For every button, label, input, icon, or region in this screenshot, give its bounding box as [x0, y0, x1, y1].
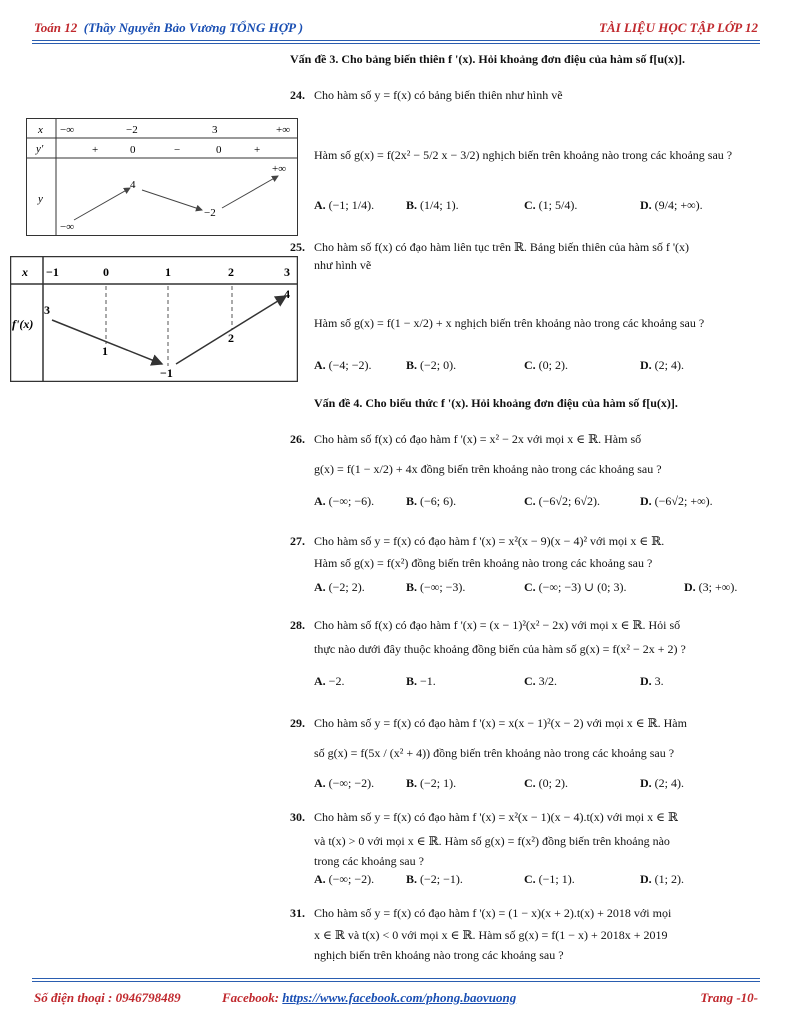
q26-number: 26. — [290, 432, 305, 446]
t1-sign: − — [174, 144, 181, 156]
option-key: D. — [684, 580, 696, 594]
option-text: (0; 2). — [538, 358, 568, 372]
option-text: (−2; 2). — [328, 580, 365, 594]
option-text: (−6√2; +∞). — [654, 494, 713, 508]
option-text: (1; 5/4). — [538, 198, 578, 212]
q26-line: Cho hàm số f(x) có đạo hàm f '(x) = x² − 2x với mọi x ∈ ℝ. Hàm số — [314, 432, 642, 446]
q29-option-d[interactable] — [640, 776, 684, 790]
q24-number: 24. — [290, 88, 305, 102]
q24-line: Hàm số g(x) = f(2x² − 5/2 x − 3/2) nghịch biến trên khoảng nào trong các khoảng sau ? — [314, 148, 733, 162]
footer-facebook — [222, 990, 516, 1006]
q25-option-d[interactable] — [640, 358, 684, 372]
q27-option-a[interactable] — [314, 580, 365, 594]
option-key: D. — [640, 198, 652, 212]
t1-sign: + — [92, 144, 99, 156]
q27-option-c[interactable] — [524, 580, 626, 594]
variation-table-2 — [10, 256, 298, 382]
option-text: (−∞; −3) ∪ (0; 3). — [538, 580, 627, 594]
q30-option-c[interactable] — [524, 872, 575, 886]
q25-option-b[interactable] — [406, 358, 456, 372]
t2-value: 3 — [44, 303, 50, 317]
t2-arrow — [176, 296, 286, 364]
t1-x-tick: −∞ — [60, 124, 75, 136]
q24-option-c[interactable] — [524, 198, 577, 212]
q27-number: 27. — [290, 534, 305, 548]
q28-number: 28. — [290, 618, 305, 632]
option-key: B. — [406, 198, 418, 212]
option-key: A. — [314, 198, 326, 212]
t1-sign: 0 — [216, 144, 222, 156]
option-key: C. — [524, 198, 536, 212]
option-key: C. — [524, 358, 536, 372]
q31-line: x ∈ ℝ và t(x) < 0 với mọi x ∈ ℝ. Hàm số g(x) = f(1 − x) + 2018x + 2019 — [314, 928, 668, 942]
q30-line: trong các khoảng sau ? — [314, 854, 424, 868]
footer-rule — [32, 978, 760, 979]
option-key: B. — [406, 494, 418, 508]
option-text: −2. — [328, 674, 345, 688]
t2-value: 4 — [284, 287, 290, 301]
q25-number: 25. — [290, 240, 305, 254]
q24-option-d[interactable] — [640, 198, 703, 212]
header-subject: Toán 12 — [34, 20, 78, 35]
option-text: (−∞; −2). — [328, 776, 375, 790]
q27-option-b[interactable] — [406, 580, 465, 594]
t1-arrow — [74, 188, 130, 220]
t1-label-y: y — [38, 193, 43, 205]
option-text: (−6; 6). — [420, 494, 457, 508]
option-text: −1. — [420, 674, 436, 688]
option-text: (3; +∞). — [698, 580, 738, 594]
option-key: C. — [524, 872, 536, 886]
option-text: (9/4; +∞). — [654, 198, 703, 212]
t1-y-value: −2 — [204, 207, 216, 219]
option-text: (1; 2). — [654, 872, 684, 886]
q26-option-c[interactable] — [524, 494, 600, 508]
header-author: (Thầy Nguyễn Bảo Vương TỔNG HỢP ) — [83, 20, 304, 35]
q27-option-d[interactable] — [684, 580, 737, 594]
option-key: B. — [406, 674, 418, 688]
q24-option-b[interactable] — [406, 198, 459, 212]
q31-line: nghịch biến trên khoảng nào trong các khoảng sau ? — [314, 948, 564, 962]
option-key: A. — [314, 494, 326, 508]
q25-option-c[interactable] — [524, 358, 568, 372]
option-text: (1/4; 1). — [420, 198, 459, 212]
t1-sign: + — [254, 144, 261, 156]
t1-x-tick: +∞ — [276, 124, 291, 136]
q25-option-a[interactable] — [314, 358, 372, 372]
q28-line: thực nào dưới đây thuộc khoảng đồng biến của hàm số g(x) = f(x² − 2x + 2) ? — [314, 642, 686, 656]
option-key: A. — [314, 674, 326, 688]
q26-line: g(x) = f(1 − x/2) + 4x đồng biến trên khoảng nào trong các khoảng sau ? — [314, 462, 662, 476]
option-text: 3. — [654, 674, 664, 688]
option-key: A. — [314, 872, 326, 886]
option-key: B. — [406, 580, 418, 594]
footer-facebook-label: Facebook: — [222, 990, 280, 1005]
t1-arrow — [222, 176, 278, 208]
q28-line: Cho hàm số f(x) có đạo hàm f '(x) = (x − 1)²(x² − 2x) với mọi x ∈ ℝ. Hỏi số — [314, 618, 681, 632]
t2-value: −1 — [160, 366, 173, 380]
q28-option-d[interactable] — [640, 674, 664, 688]
option-key: D. — [640, 872, 652, 886]
t2-value: 1 — [102, 344, 108, 358]
option-text: 3/2. — [538, 674, 558, 688]
q26-option-d[interactable] — [640, 494, 713, 508]
q25-line: Hàm số g(x) = f(1 − x/2) + x nghịch biến trên khoảng nào trong các khoảng sau ? — [314, 316, 705, 330]
t2-x-tick: 0 — [103, 265, 109, 279]
option-text: (2; 4). — [654, 358, 684, 372]
option-text: (−∞; −6). — [328, 494, 375, 508]
page-number: Trang -10- — [700, 990, 758, 1005]
q30-option-b[interactable] — [406, 872, 463, 886]
q24-option-a[interactable] — [314, 198, 374, 212]
option-key: D. — [640, 674, 652, 688]
q25-line: như hình vẽ — [314, 258, 372, 272]
option-key: C. — [524, 580, 536, 594]
t1-y-value: 4 — [130, 179, 136, 191]
q30-number: 30. — [290, 810, 305, 824]
footer-phone: Số điện thoại : 0946798489 — [34, 990, 181, 1005]
q30-option-a[interactable] — [314, 872, 374, 886]
q30-line: và t(x) > 0 với mọi x ∈ ℝ. Hàm số g(x) = f(x²) đồng biến trên khoảng nào — [314, 834, 670, 848]
option-key: A. — [314, 776, 326, 790]
q29-option-c[interactable] — [524, 776, 568, 790]
t1-label-yp: y' — [36, 143, 44, 155]
t2-x-tick: 1 — [165, 265, 171, 279]
option-key: B. — [406, 358, 418, 372]
option-key: B. — [406, 776, 418, 790]
option-key: D. — [640, 776, 652, 790]
option-key: A. — [314, 580, 326, 594]
q27-line: Hàm số g(x) = f(x²) đồng biến trên khoảng nào trong các khoảng sau ? — [314, 556, 653, 570]
t2-label-fp: f'(x) — [12, 317, 34, 331]
option-key: D. — [640, 358, 652, 372]
t1-label-x: x — [38, 124, 43, 136]
t1-y-value: +∞ — [272, 163, 287, 175]
q30-line: Cho hàm số y = f(x) có đạo hàm f '(x) = x²(x − 1)(x − 4).t(x) với mọi x ∈ ℝ — [314, 810, 678, 824]
option-text: (0; 2). — [538, 776, 568, 790]
q28-option-c[interactable] — [524, 674, 557, 688]
q27-line: Cho hàm số y = f(x) có đạo hàm f '(x) = x²(x − 9)(x − 4)² với mọi x ∈ ℝ. — [314, 534, 665, 548]
header-left — [34, 20, 303, 36]
option-text: (2; 4). — [654, 776, 684, 790]
q28-option-b[interactable] — [406, 674, 436, 688]
section-3-title: Vấn đề 3. Cho bảng biến thiên f '(x). Hỏi khoảng đơn điệu của hàm số f[u(x)]. — [290, 52, 686, 66]
option-key: C. — [524, 674, 536, 688]
option-key: A. — [314, 358, 326, 372]
q26-option-b[interactable] — [406, 494, 456, 508]
t1-x-tick: −2 — [126, 124, 138, 136]
header-title: TÀI LIỆU HỌC TẬP LỚP 12 — [598, 20, 758, 35]
header-rule — [32, 40, 760, 41]
t2-x-tick: −1 — [46, 265, 59, 279]
option-text: (−2; −1). — [420, 872, 463, 886]
t1-arrow — [142, 190, 202, 210]
option-text: (−1; 1/4). — [328, 198, 375, 212]
t2-label-x: x — [22, 265, 28, 279]
section-4-title: Vấn đề 4. Cho biểu thức f '(x). Hỏi khoảng đơn điệu của hàm số f[u(x)]. — [314, 396, 678, 410]
option-text: (−1; 1). — [538, 872, 575, 886]
q29-option-b[interactable] — [406, 776, 456, 790]
option-key: C. — [524, 494, 536, 508]
q30-option-d[interactable] — [640, 872, 684, 886]
q31-number: 31. — [290, 906, 305, 920]
header-rule-2 — [32, 43, 760, 44]
q26-option-a[interactable] — [314, 494, 374, 508]
option-text: (−∞; −3). — [420, 580, 466, 594]
option-text: (−4; −2). — [328, 358, 372, 372]
q24-line: Cho hàm số y = f(x) có bảng biến thiên như hình vẽ — [314, 88, 563, 102]
option-key: D. — [640, 494, 652, 508]
t1-x-tick: 3 — [212, 124, 218, 136]
q29-line: Cho hàm số y = f(x) có đạo hàm f '(x) = x(x − 1)²(x − 2) với mọi x ∈ ℝ. Hàm — [314, 716, 687, 730]
page-header — [32, 20, 760, 38]
t2-x-tick: 2 — [228, 265, 234, 279]
t2-x-tick: 3 — [284, 265, 290, 279]
q25-line: Cho hàm số f(x) có đạo hàm liên tục trên ℝ. Bảng biến thiên của hàm số f '(x) — [314, 240, 690, 254]
q29-number: 29. — [290, 716, 305, 730]
q31-line: Cho hàm số y = f(x) có đạo hàm f '(x) = (1 − x)(x + 2).t(x) + 2018 với mọi — [314, 906, 672, 920]
option-text: (−2; 1). — [420, 776, 457, 790]
facebook-link[interactable]: https://www.facebook.com/phong.baovuong — [282, 990, 517, 1005]
variation-table-1 — [26, 118, 298, 236]
t2-value: 2 — [228, 331, 234, 345]
footer-rule-2 — [32, 981, 760, 982]
q28-option-a[interactable] — [314, 674, 344, 688]
option-text: (−6√2; 6√2). — [538, 494, 600, 508]
t1-y-value: −∞ — [60, 221, 75, 233]
option-text: (−2; 0). — [420, 358, 457, 372]
q29-line: số g(x) = f(5x / (x² + 4)) đồng biến trên khoảng nào trong các khoảng sau ? — [314, 746, 675, 760]
option-key: C. — [524, 776, 536, 790]
option-text: (−∞; −2). — [328, 872, 375, 886]
q29-option-a[interactable] — [314, 776, 374, 790]
t1-sign: 0 — [130, 144, 136, 156]
option-key: B. — [406, 872, 418, 886]
